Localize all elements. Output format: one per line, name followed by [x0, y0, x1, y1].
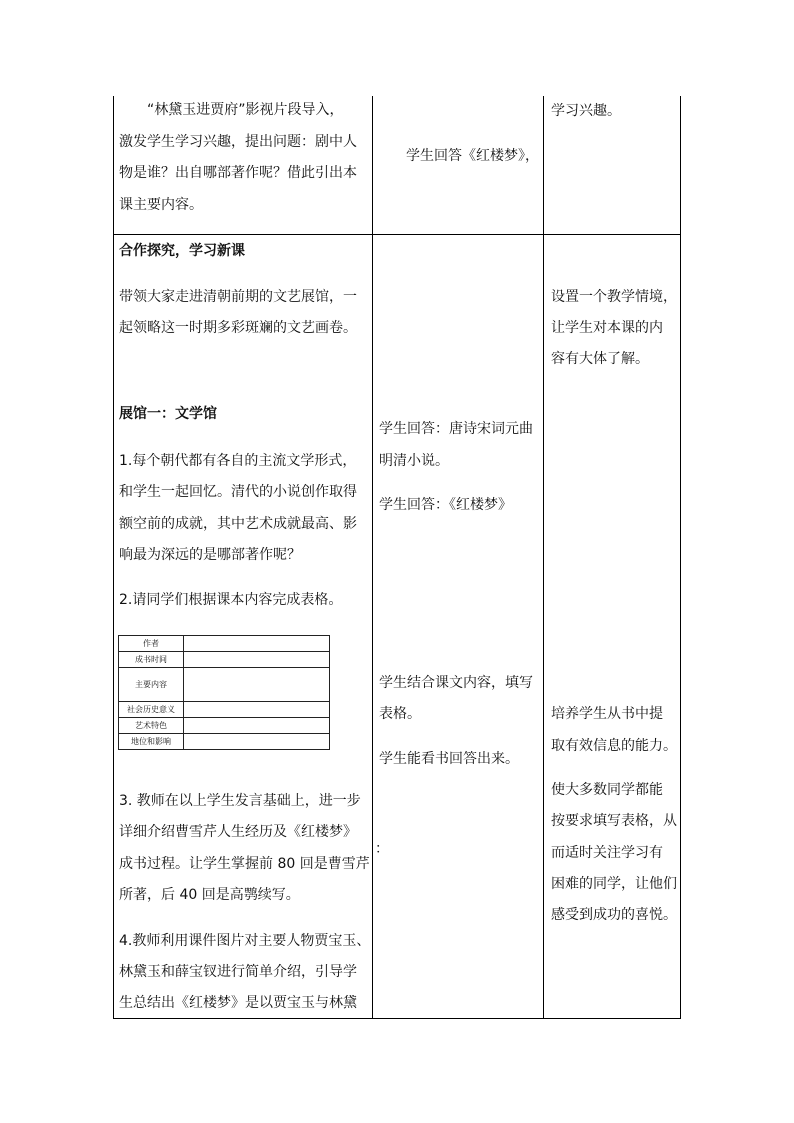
- answer3-line-1: 学生结合课文内容，填写: [379, 675, 533, 691]
- table-row: [119, 652, 330, 668]
- row1-col1-line-3: 物是谁？出自哪部著作呢？借此引出本: [119, 165, 357, 181]
- item4-line-1: 4.教师利用课件图片对主要人物贾宝玉、: [119, 933, 371, 949]
- row1-col3-text: 学习兴趣。: [551, 103, 621, 119]
- purpose3-line-4: 困难的同学，让他们: [551, 876, 677, 892]
- table-label-time: 成书时间: [119, 652, 184, 668]
- item1-line-4: 响最为深远的是哪部著作呢？: [119, 547, 301, 563]
- item3-line-4: 所著，后 40 回是高鹗续写。: [119, 887, 300, 903]
- purpose3-line-2: 按要求填写表格，从: [551, 813, 677, 829]
- item3-line-2: 详细介绍曹雪芹人生经历及《红楼梦》: [119, 824, 357, 840]
- table-blank-cell: [184, 734, 330, 750]
- answer1-line-2: 明清小说。: [379, 453, 449, 469]
- table-label-status: 地位和影响: [119, 734, 184, 750]
- purpose1-line-3: 容有大体了解。: [551, 351, 649, 367]
- intro-line-1: 带领大家走进清朝前期的文艺展馆，一: [119, 289, 357, 305]
- table-row: [119, 718, 330, 734]
- table-blank-cell: [184, 636, 330, 652]
- purpose1-line-1: 设置一个教学情境，: [551, 289, 677, 305]
- answer1-line-1: 学生回答：唐诗宋词元曲: [379, 421, 533, 437]
- item2-line: 2.请同学们根据课本内容完成表格。: [119, 592, 343, 608]
- section-heading: 合作探究，学习新课: [119, 243, 245, 259]
- table-blank-cell: [184, 652, 330, 668]
- purpose3-line-1: 使大多数同学都能: [551, 782, 663, 798]
- table-label-significance: 社会历史意义: [119, 702, 184, 718]
- colon-mark: ：: [375, 841, 389, 857]
- item4-line-2: 林黛玉和薛宝钗进行简单介绍，引导学: [119, 964, 357, 980]
- table-row: [119, 702, 330, 718]
- answer3-line-2: 表格。: [379, 706, 421, 722]
- row1-col2-text: 学生回答《红楼梦》，: [406, 148, 539, 164]
- row1-col1-line-4: 课主要内容。: [119, 197, 203, 213]
- intro-line-2: 起领略这一时期多彩斑斓的文艺画卷。: [119, 320, 357, 336]
- table-blank-cell: [184, 718, 330, 734]
- table-blank-cell: [184, 668, 330, 702]
- answer4: 学生能看书回答出来。: [379, 751, 519, 767]
- fill-in-table: [118, 635, 330, 750]
- purpose2-line-2: 取有效信息的能力。: [551, 738, 677, 754]
- item3-line-3: 成书过程。让学生掌握前 80 回是曹雪芹: [119, 856, 370, 872]
- table-row: [119, 668, 330, 702]
- table-row: [119, 636, 330, 652]
- purpose3-line-5: 感受到成功的喜悦。: [551, 907, 677, 923]
- item3-line-1: 3. 教师在以上学生发言基础上，进一步: [119, 793, 361, 809]
- table-label-content: 主要内容: [119, 668, 184, 702]
- purpose2-line-1: 培养学生从书中提: [551, 706, 663, 722]
- purpose1-line-2: 让学生对本课的内: [551, 320, 663, 336]
- table-row-divider: [113, 234, 681, 235]
- row1-col1-line-1: “林黛玉进贾府”影视片段导入，: [147, 102, 344, 118]
- purpose3-line-3: 而适时关注学习有: [551, 845, 663, 861]
- table-row: [119, 734, 330, 750]
- row1-col1-line-2: 激发学生学习兴趣，提出问题：剧中人: [119, 134, 357, 150]
- item1-line-2: 和学生一起回忆。清代的小说创作取得: [119, 484, 357, 500]
- table-blank-cell: [184, 702, 330, 718]
- table-label-art: 艺术特色: [119, 718, 184, 734]
- answer2: 学生回答：《红楼梦》: [379, 497, 512, 513]
- table-label-author: 作者: [119, 636, 184, 652]
- item4-line-3: 生总结出《红楼梦》是以贾宝玉与林黛: [119, 995, 357, 1011]
- exhibit-title: 展馆一：文学馆: [119, 406, 217, 422]
- item1-line-1: 1.每个朝代都有各自的主流文学形式，: [119, 453, 357, 469]
- item1-line-3: 额空前的成就，其中艺术成就最高、影: [119, 516, 357, 532]
